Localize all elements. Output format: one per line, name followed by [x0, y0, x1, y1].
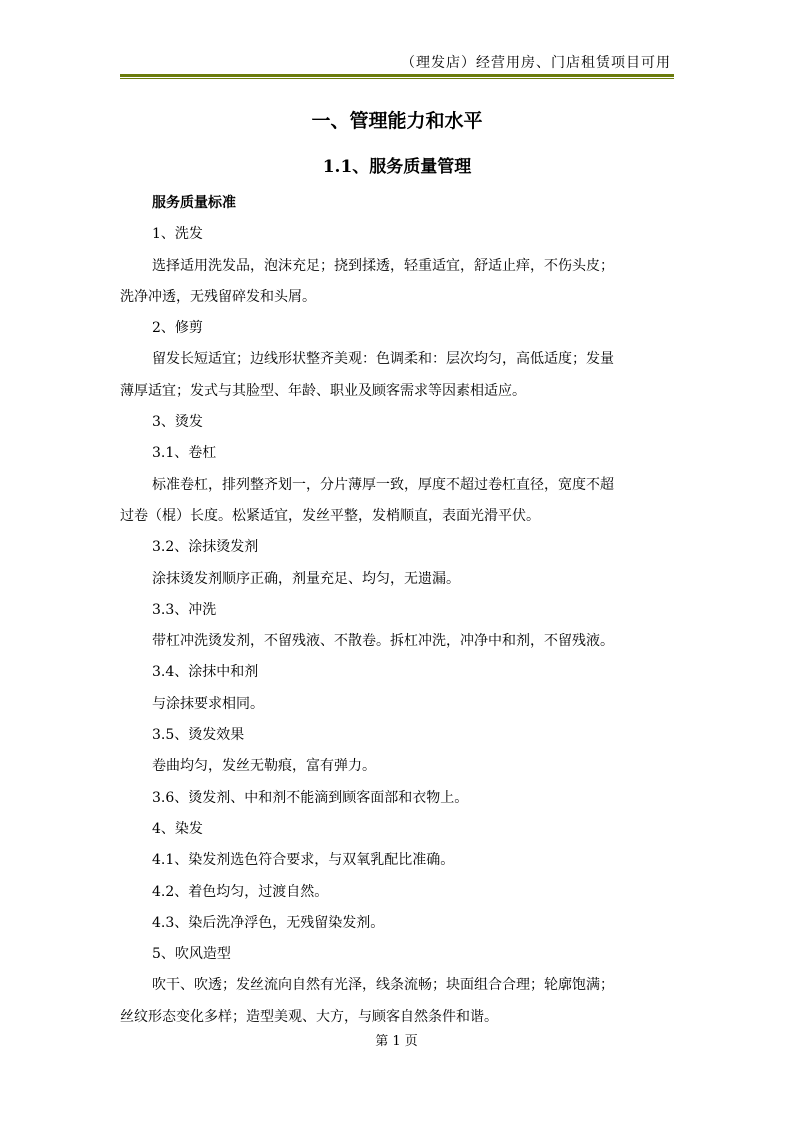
document-body — [120, 104, 674, 1033]
standard-title: 服务质量标准 — [152, 195, 236, 211]
cut-title: 2、修剪 — [152, 320, 203, 337]
perm-neutral-title: 3.4、涂抹中和剂 — [152, 664, 259, 681]
perm-apply-text: 涂抹烫发剂顺序正确，剂量充足、均匀，无遗漏。 — [152, 570, 460, 587]
wash-text-line2: 洗净冲透，无残留碎发和头屑。 — [120, 288, 316, 305]
section-heading: 一、管理能力和水平 — [311, 110, 483, 132]
cut-text-line1: 留发长短适宜；边线形状整齐美观：色调柔和：层次均匀，高低适度；发量 — [152, 351, 614, 368]
perm-effect-title: 3.5、烫发效果 — [152, 727, 245, 744]
wash-text-line1: 选择适用洗发品，泡沫充足；挠到揉透，轻重适宜，舒适止痒，不伤头皮； — [152, 257, 614, 274]
perm-apply-title: 3.2、涂抹烫发剂 — [152, 539, 259, 556]
style-paragraph — [120, 970, 674, 1033]
style-title: 5、吹风造型 — [152, 946, 231, 963]
style-text-line1: 吹干、吹透；发丝流向自然有光泽，线条流畅；块面组合合理；轮廓饱满； — [152, 977, 614, 994]
perm-roll-title: 3.1、卷杠 — [152, 445, 217, 462]
dye-item-3: 4.3、染后洗净浮色，无残留染发剂。 — [152, 914, 385, 931]
perm-note: 3.6、烫发剂、中和剂不能滴到顾客面部和衣物上。 — [152, 789, 469, 806]
perm-roll-text-line1: 标准卷杠，排列整齐划一，分片薄厚一致，厚度不超过卷杠直径，宽度不超 — [152, 476, 614, 493]
cut-paragraph — [120, 344, 674, 407]
perm-neutral-text: 与涂抹要求相同。 — [152, 695, 264, 712]
page-number: 第 1 页 — [375, 1034, 418, 1049]
wash-paragraph — [120, 251, 674, 314]
perm-rinse-text: 带杠冲洗烫发剂，不留残液、不散卷。拆杠冲洗，冲净中和剂，不留残液。 — [152, 633, 614, 650]
dye-item-1: 4.1、染发剂选色符合要求，与双氧乳配比准确。 — [152, 852, 455, 869]
perm-roll-paragraph — [120, 470, 674, 533]
perm-effect-text: 卷曲均匀，发丝无勒痕，富有弹力。 — [152, 758, 376, 775]
running-header: （理发店）经营用房、门店租赁项目可用 — [401, 55, 671, 71]
section-subheading: 1.1、服务质量管理 — [322, 157, 472, 177]
wash-title: 1、洗发 — [152, 226, 203, 243]
cut-text-line2: 薄厚适宜；发式与其脸型、年龄、职业及顾客需求等因素相适应。 — [120, 382, 526, 399]
dye-title: 4、染发 — [152, 820, 203, 837]
header-rule — [120, 74, 674, 77]
perm-rinse-title: 3.3、冲洗 — [152, 601, 217, 618]
perm-roll-text-line2: 过卷（棍）长度。松紧适宜，发丝平整，发梢顺直，表面光滑平伏。 — [120, 507, 540, 524]
perm-title: 3、烫发 — [152, 414, 203, 431]
dye-item-2: 4.2、着色均匀，过渡自然。 — [152, 883, 329, 900]
style-text-line2: 丝纹形态变化多样；造型美观、大方，与顾客自然条件和谐。 — [120, 1008, 498, 1025]
header-rule-thin — [120, 78, 674, 79]
